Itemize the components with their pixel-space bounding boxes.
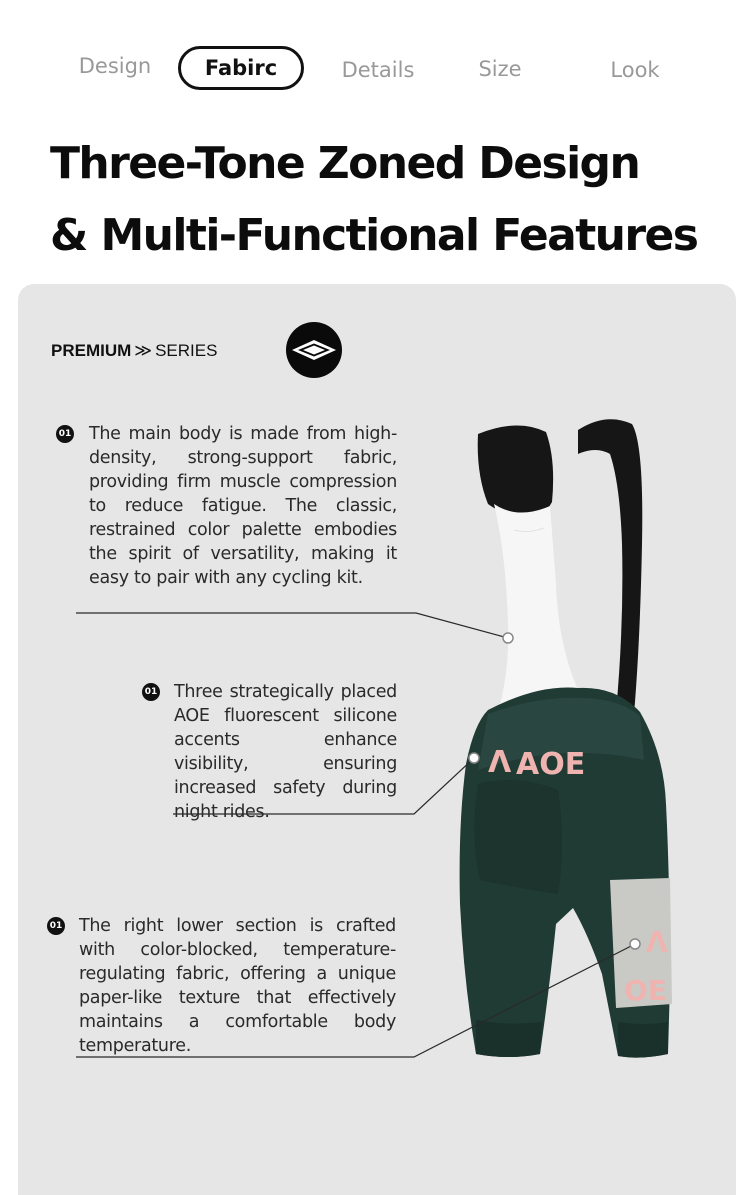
left-strap <box>478 425 553 515</box>
tab-bar <box>0 46 750 90</box>
feature-text: Three strategically placed AOE fluorescent silicone accents enhance visibility, ensuring increased safety during night rides. <box>174 682 397 822</box>
tab-design[interactable]: Design <box>78 54 152 78</box>
tab-fabric[interactable]: Fabirc <box>178 46 304 90</box>
product-feature-card <box>18 284 736 1195</box>
series-arrows-icon: ≫ <box>134 341 153 360</box>
feature-number-badge: 01 <box>47 917 65 935</box>
tab-size[interactable]: Size <box>478 57 522 81</box>
feature-text: The main body is made from high-density, strong-support fabric, providing firm muscle compression to reduce fatigue. The classic, restrained color palette embodies the spirit of versatility, making it easy to pair with any cycling kit. <box>89 424 397 588</box>
aoe-back-logo: Λ <box>488 745 512 780</box>
title-line-2: & Multi-Functional Features <box>50 210 698 261</box>
svg-text:OE: OE <box>624 974 667 1007</box>
feature-number-badge: 01 <box>56 425 74 443</box>
feature-number-badge: 01 <box>142 683 160 701</box>
right-strap <box>578 419 642 714</box>
series-premium: PREMIUM <box>51 341 132 360</box>
tab-look[interactable]: Look <box>610 58 660 82</box>
tab-details[interactable]: Details <box>341 58 415 82</box>
aoe-back-letters: AOE <box>516 747 586 782</box>
series-name: SERIES <box>155 341 218 360</box>
feature-text: The right lower section is crafted with color-blocked, temperature-regulating fabric, offering a unique paper-like texture that effectively maintains a comfortable body temperature. <box>79 916 396 1056</box>
title-line-1: Three-Tone Zoned Design <box>50 138 640 189</box>
svg-text:Λ: Λ <box>646 926 668 959</box>
page-title <box>50 128 740 272</box>
